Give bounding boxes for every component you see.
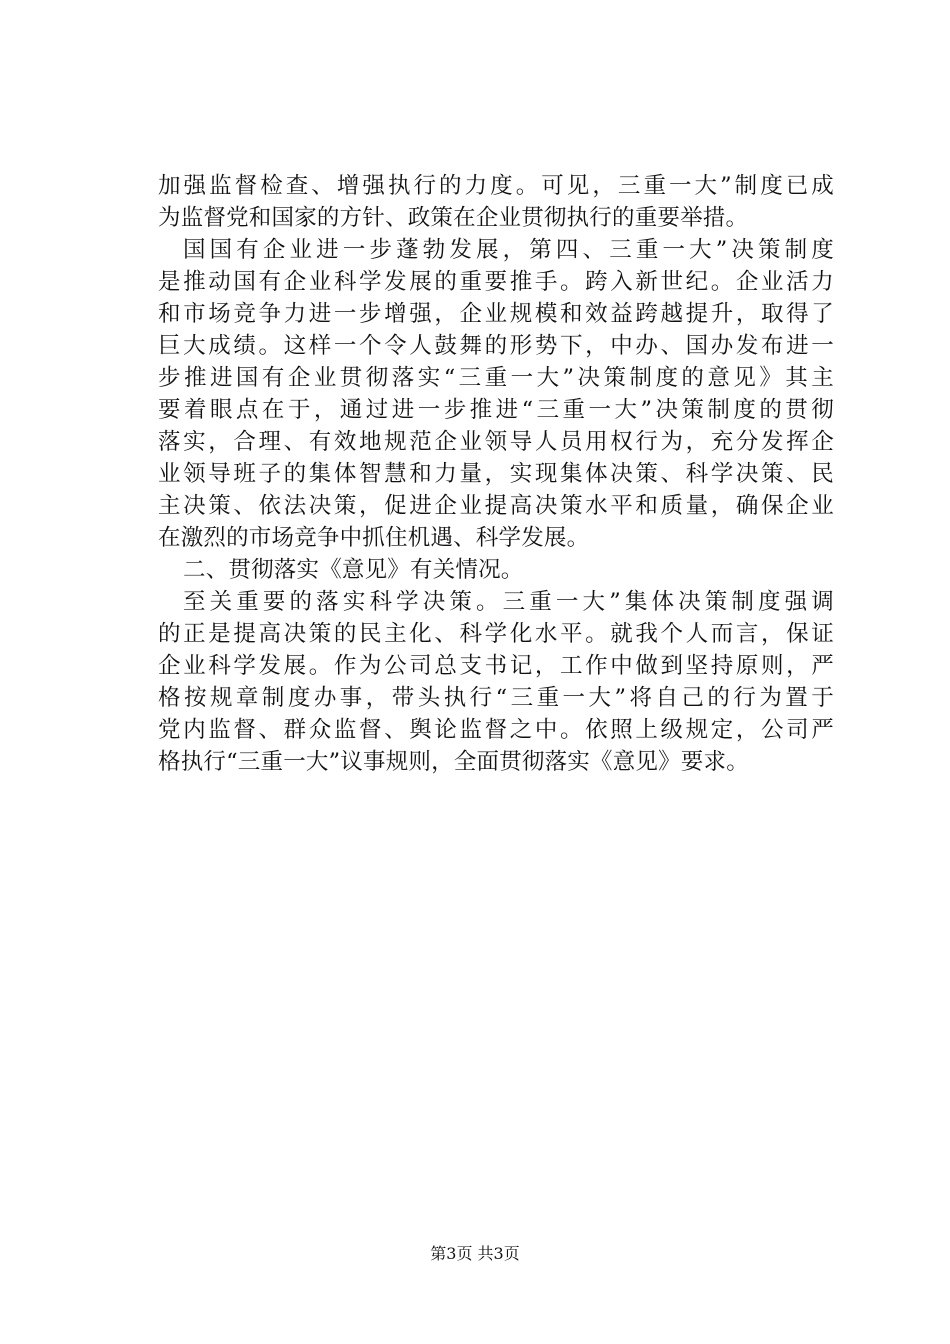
- text-line: 的正是提高决策的民主化、科学化水平。就我个人而言，保证: [158, 621, 834, 647]
- text-line: 党内监督、群众监督、舆论监督之中。依照上级规定，公司严: [158, 717, 834, 743]
- text-line: 为监督党和国家的方针、政策在企业贯彻执行的重要举措。: [158, 205, 749, 231]
- text-line: 加强监督检查、增强执行的力度。可见，三重一大”制度已成: [158, 173, 834, 199]
- document-body: [158, 170, 834, 778]
- page-footer: 第3页 共3页: [430, 1244, 520, 1263]
- text-line: 在激烈的市场竞争中抓住机遇、科学发展。: [158, 525, 590, 551]
- text-line: 是推动国有企业科学发展的重要推手。跨入新世纪。企业活力: [158, 269, 834, 295]
- text-line: 巨大成绩。这样一个令人鼓舞的形势下，中办、国办发布进一: [158, 333, 834, 359]
- text-line: 要着眼点在于，通过进一步推进“三重一大”决策制度的贯彻: [158, 397, 834, 423]
- text-line: 国国有企业进一步蓬勃发展，第四、三重一大”决策制度: [183, 237, 834, 263]
- text-line: 和市场竞争力进一步增强，企业规模和效益跨越提升，取得了: [158, 301, 834, 327]
- text-line: 落实，合理、有效地规范企业领导人员用权行为，充分发挥企: [158, 429, 834, 455]
- text-line: 企业科学发展。作为公司总支书记，工作中做到坚持原则，严: [158, 653, 834, 679]
- text-line: 业领导班子的集体智慧和力量，实现集体决策、科学决策、民: [158, 461, 834, 487]
- text-line: 格执行“三重一大”议事规则，全面贯彻落实《意见》要求。: [158, 749, 749, 775]
- text-line: 至关重要的落实科学决策。三重一大”集体决策制度强调: [183, 589, 834, 615]
- text-line: 格按规章制度办事，带头执行“三重一大”将自己的行为置于: [158, 685, 834, 711]
- section-heading: 二、贯彻落实《意见》有关情况。: [183, 557, 524, 583]
- text-line: 主决策、依法决策，促进企业提高决策水平和质量，确保企业: [158, 493, 834, 519]
- text-line: 步推进国有企业贯彻落实“三重一大”决策制度的意见》其主: [158, 365, 834, 391]
